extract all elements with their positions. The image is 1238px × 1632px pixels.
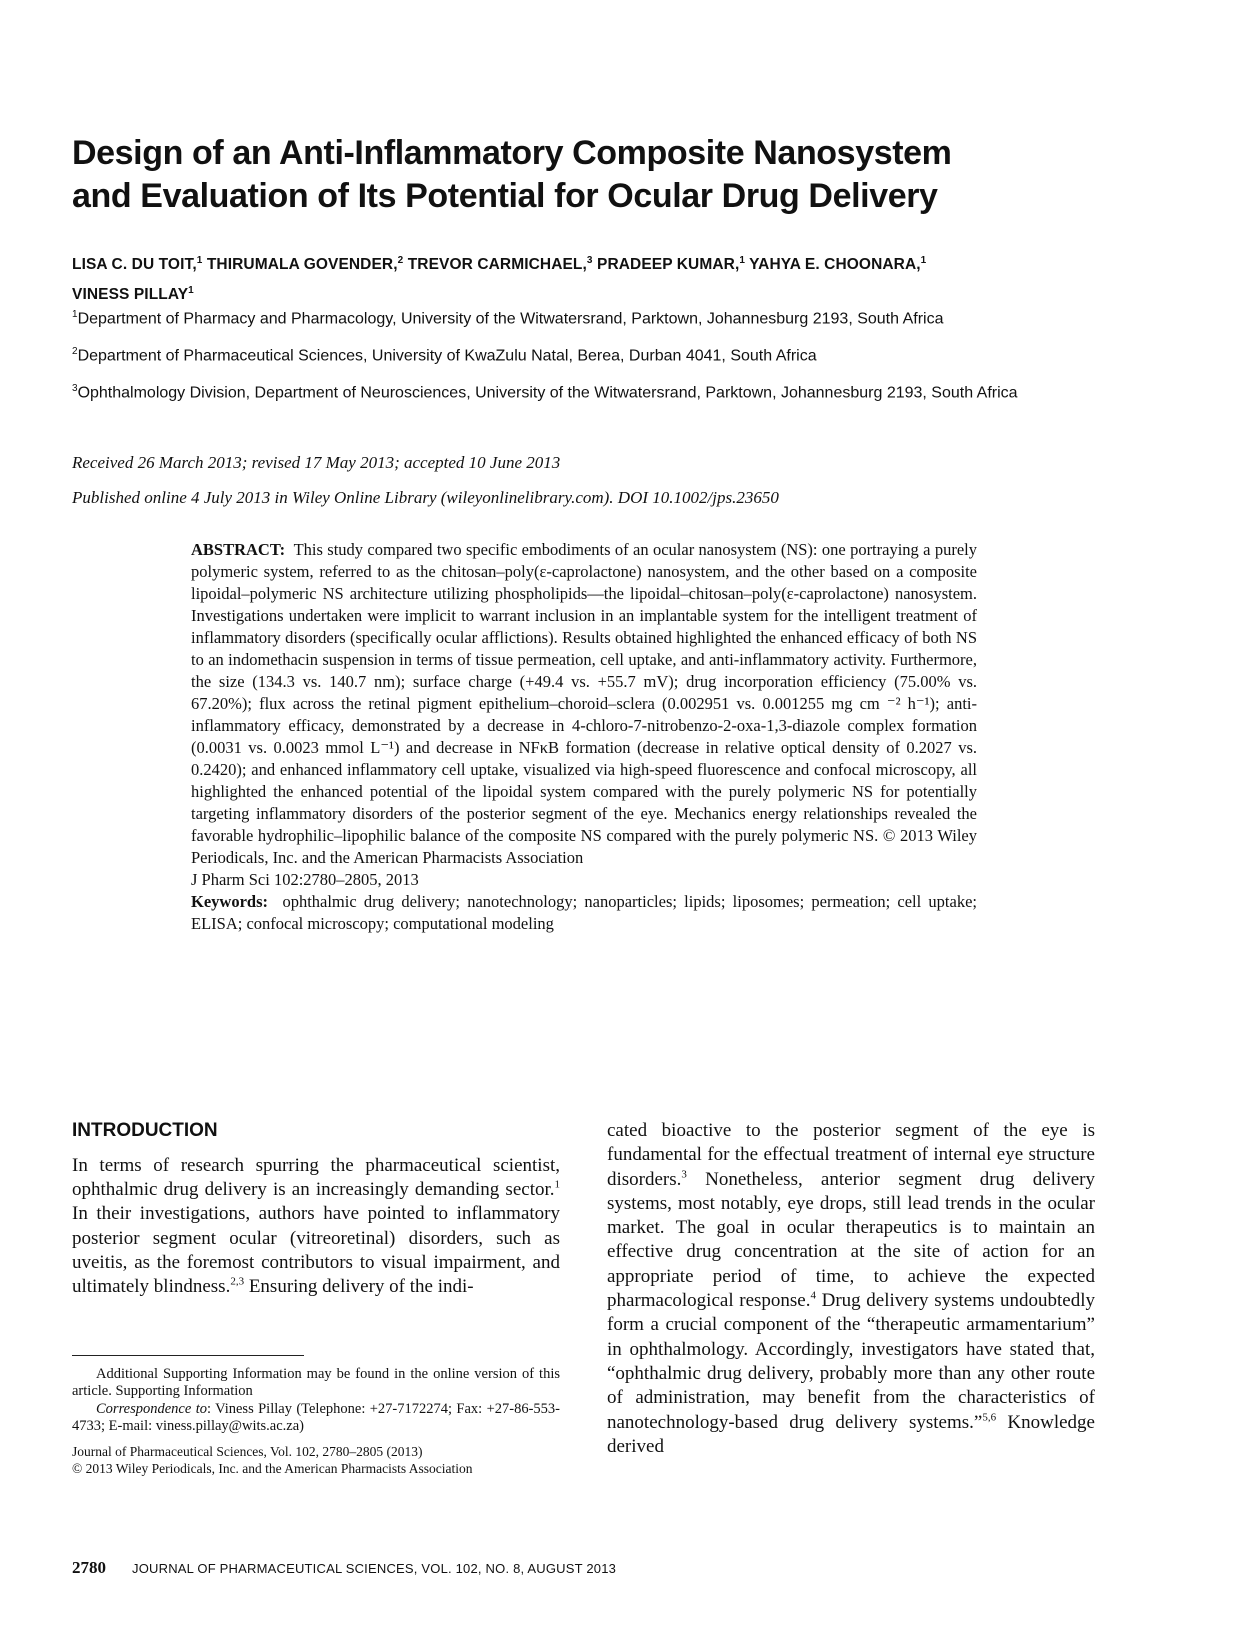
author: VINESS PILLAY$^1$ [72, 285, 194, 304]
abstract [191, 539, 977, 935]
running-footer-journal: JOURNAL OF PHARMACEUTICAL SCIENCES, VOL. 102, NO. 8, AUGUST 2013 [132, 1561, 617, 1576]
abstract-citation: J Pharm Sci 102:2780–2805, 2013 [191, 870, 419, 889]
affiliation-3: $^3$Ophthalmology Division, Department of Neurosciences, University of the Witwatersrand, Parktown, Johannesburg 2193, South Africa [72, 383, 1018, 402]
abstract-text: This study compared two specific embodiments of an ocular nanosystem (NS): one portraying a purely polymeric system, referred to as the chitosan–poly(ε-caprolactone) nanosystem, and the other based on a composite lipoidal–polymeric NS architecture utilizing phospholipids—the lipoidal–chitosan–poly(ε-caprolactone) nanosystem. Investigations undertaken were implicit to warrant inclusion in an implantable system for the intelligent treatment of inflammatory disorders (specifically ocular afflictions). Results obtained highlighted the enhanced efficacy of both NS to an indomethacin suspension in terms of tissue permeation, cell uptake, and anti-inflammatory activity. Furthermore, the size (134.3 vs. 140.7 nm); surface charge (+49.4 vs. +55.7 mV); drug incorporation efficiency (75.00% vs. 67.20%); flux across the retinal pigment epithelium–choroid–sclera (0.002951 vs. 0.001255 mg cm ⁻² h⁻¹); anti-inflammatory efficacy, demonstrated by a decrease in 4-chloro-7-nitrobenzo-2-oxa-1,3-diazole complex formation (0.0031 vs. 0.0023 mmol L⁻¹) and decrease in NFκB formation (decrease in relative optical density of 0.2027 vs. 0.2420); and enhanced inflammatory cell uptake, visualized via high-speed fluorescence and confocal microscopy, all highlighted the enhanced potential of the lipoidal system compared with the purely polymeric NS for potentially targeting inflammatory disorders of the posterior segment of the eye. Mechanics energy relationships revealed the favorable hydrophilic–lipophilic balance of the composite NS compared with the purely polymeric NS. © 2013 Wiley Periodicals, Inc. and the American Pharmacists Association [191, 540, 978, 867]
affiliation-2: $^2$Department of Pharmaceutical Sciences, University of KwaZulu Natal, Berea, Durban 4041, South Africa [72, 346, 817, 365]
citation-ref: 1 [554, 1178, 560, 1191]
author: THIRUMALA GOVENDER,$^2$ [206, 255, 404, 274]
page-number: 2780 [72, 1558, 106, 1577]
introduction-heading: INTRODUCTION [72, 1120, 218, 1141]
page-footer [72, 1558, 972, 1579]
journal-citation-line: Journal of Pharmaceutical Sciences, Vol. 102, 2780–2805 (2013) [72, 1444, 423, 1459]
affiliation-1: $^1$Department of Pharmacy and Pharmacology, University of the Witwatersrand, Parktown, Johannesburg 2193, South Africa [72, 309, 944, 328]
supporting-info-note: Additional Supporting Information may be found in the online version of this article. Supporting Information [72, 1366, 560, 1399]
author: LISA C. DU TOIT,$^1$ [72, 255, 203, 274]
author: PRADEEP KUMAR,$^1$ [597, 255, 746, 274]
author: YAHYA E. CHOONARA,$^1$ [749, 255, 927, 274]
article-title [72, 132, 1072, 218]
publication-info: Published online 4 July 2013 in Wiley Online Library (wileyonlinelibrary.com). DOI 10.1002/jps.23650 [72, 488, 779, 507]
citation-ref: 4 [810, 1289, 816, 1302]
citation-ref: 2,3 [230, 1275, 245, 1288]
footnote-divider [72, 1355, 304, 1356]
citation-ref: 5,6 [982, 1411, 997, 1424]
received-dates: Received 26 March 2013; revised 17 May 2013; accepted 10 June 2013 [72, 453, 561, 472]
author-list [72, 248, 1072, 308]
title-line-1: Design of an Anti-Inflammatory Composite Nanosystem [72, 134, 952, 172]
abstract-label: ABSTRACT: [191, 540, 286, 559]
author: TREVOR CARMICHAEL,$^3$ [407, 255, 593, 274]
title-line-2: and Evaluation of Its Potential for Ocular Drug Delivery [72, 177, 938, 215]
copyright-line: © 2013 Wiley Periodicals, Inc. and the American Pharmacists Association [72, 1461, 473, 1476]
correspondence-note: Correspondence to: Viness Pillay (Telephone: +27-7172274; Fax: +27-86-553-4733; E-mail: viness.pillay@wits.ac.za) [72, 1401, 560, 1434]
keywords-text: ophthalmic drug delivery; nanotechnology; nanoparticles; lipids; liposomes; permeation; cell uptake; ELISA; confocal microscopy; computational modeling [191, 892, 977, 933]
citation-ref: 3 [681, 1168, 687, 1181]
introduction-left-column: In terms of research spurring the pharmaceutical scientist, ophthalmic drug delivery is an increasingly demanding sector.$^1$ In their investigations, authors have pointed to inflammatory posterior segment ocular (vitreoretinal) disorders, such as uveitis, as the foremost contributors to visual impairment, and ultimately blindness.$^{2,3}$ Ensuring delivery of the indi- [72, 1155, 560, 1298]
keywords-label: Keywords: [191, 892, 268, 911]
introduction-right-column: cated bioactive to the posterior segment of the eye is fundamental for the effectual treatment of internal eye structure disorders.$^3$ Nonetheless, anterior segment drug delivery systems, most notably, eye drops, still lead trends in the ocular market. The goal in ocular therapeutics is to maintain an effective drug concentration at the site of action for an appropriate period of time, to achieve the expected pharmacological response.$^4$ Drug delivery systems undoubtedly form a crucial component of the “therapeutic armamentarium” in ophthalmology. Accordingly, investigators have stated that, “ophthalmic drug delivery, probably more than any other route of administration, may benefit from the characteristics of nanotechnology-based drug delivery systems.”$^{5,6}$ Knowledge derived [607, 1120, 1095, 1457]
